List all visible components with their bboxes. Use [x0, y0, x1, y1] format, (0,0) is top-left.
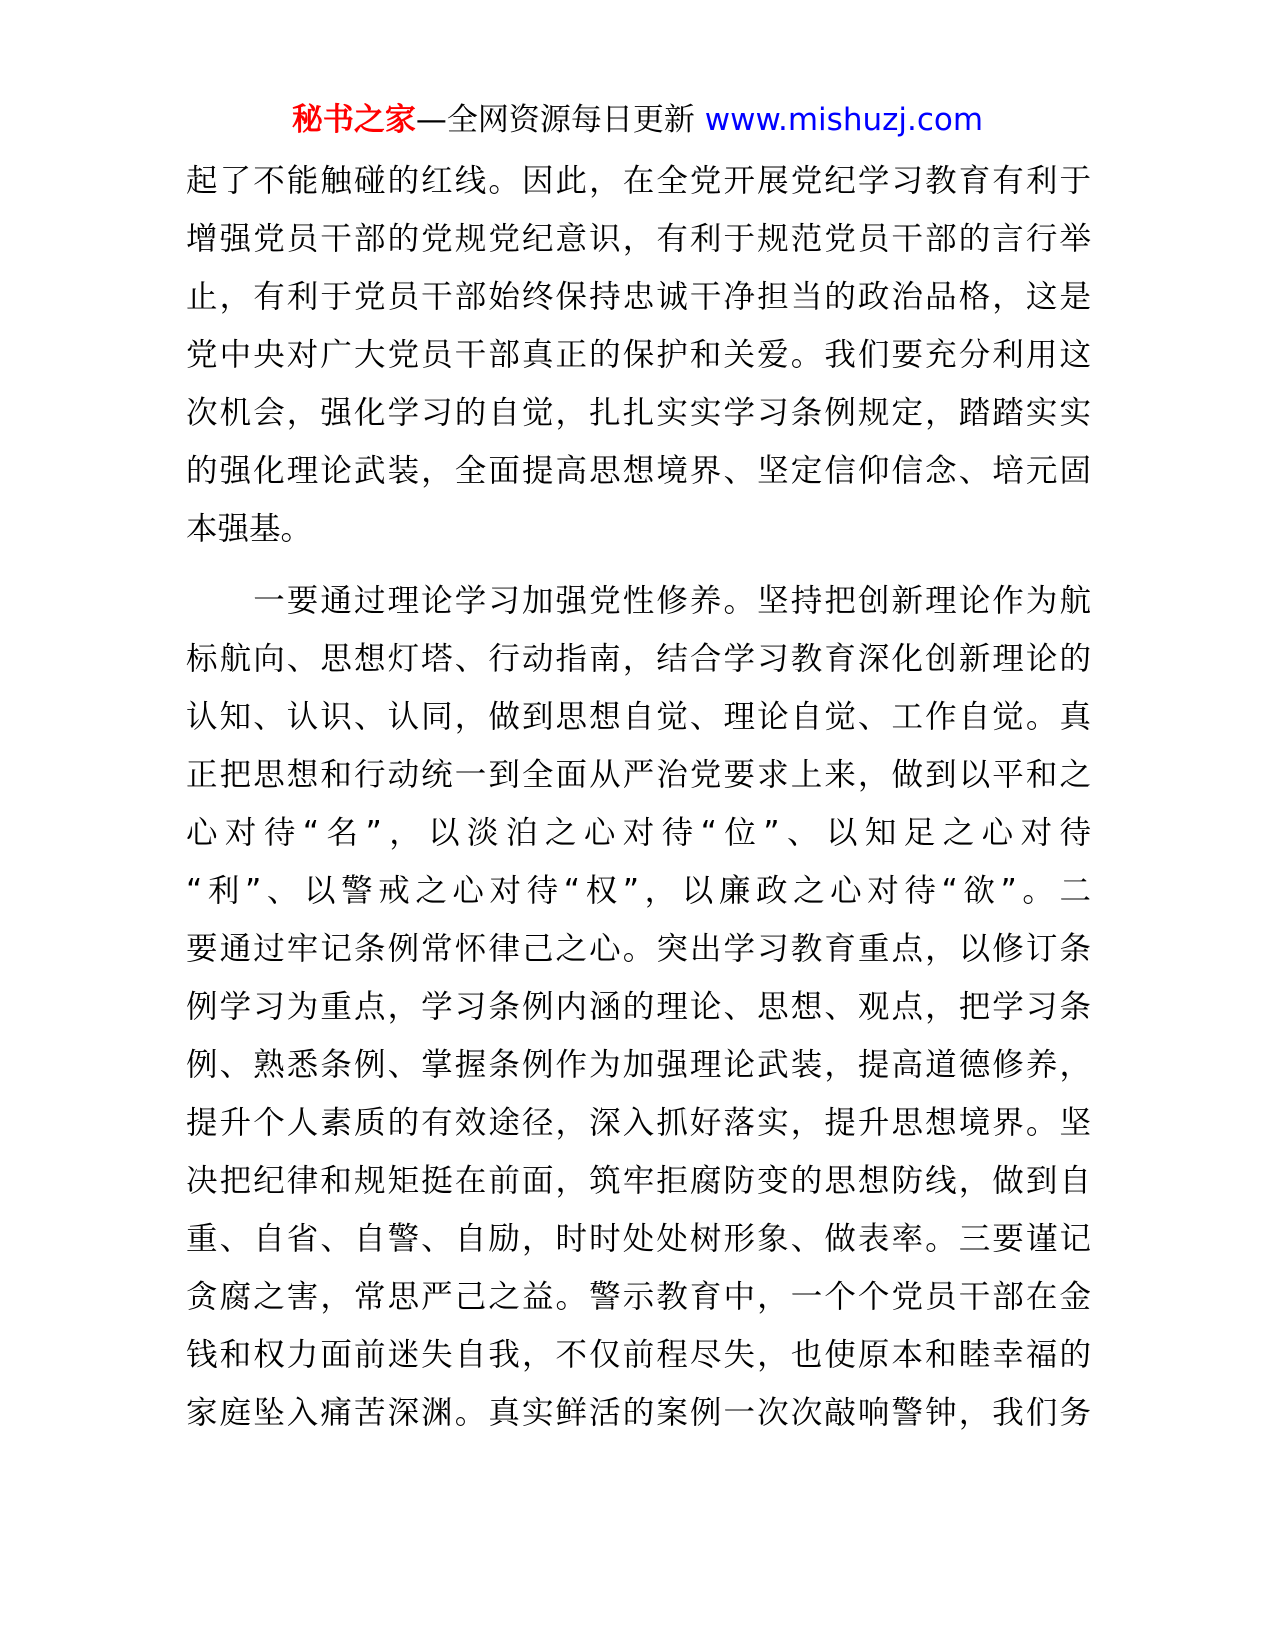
text-line: 标航向、思想灯塔、行动指南，结合学习教育深化创新理论的 [186, 641, 1091, 677]
text-line: 家庭坠入痛苦深渊。真实鲜活的案例一次次敲响警钟，我们务 [186, 1395, 1091, 1431]
document-body [186, 152, 1091, 1442]
text-line: 要通过牢记条例常怀律己之心。突出学习教育重点，以修订条 [186, 931, 1091, 967]
text-line: 贪腐之害，常思严己之益。警示教育中，一个个党员干部在金 [186, 1279, 1091, 1315]
paragraph-1 [186, 152, 1091, 558]
text-line: 一要通过理论学习加强党性修养。坚持把创新理论作为航 [186, 583, 1091, 619]
text-line: 重、自省、自警、自励，时时处处树形象、做表率。三要谨记 [186, 1221, 1091, 1257]
site-brand: 秘书之家 [291, 102, 416, 138]
site-tagline: —全网资源每日更新 [415, 102, 695, 138]
text-line: “利”、以警戒之心对待“权”，以廉政之心对待“欲”。二 [186, 873, 1091, 909]
text-line: 钱和权力面前迷失自我，不仅前程尽失，也使原本和睦幸福的 [186, 1337, 1091, 1373]
text-line: 本强基。 [186, 511, 313, 547]
text-line: 决把纪律和规矩挺在前面，筑牢拒腐防变的思想防线，做到自 [186, 1163, 1091, 1199]
paragraph-2 [186, 572, 1091, 1442]
text-line: 增强党员干部的党规党纪意识，有利于规范党员干部的言行举 [186, 221, 1091, 257]
text-line: 认知、认识、认同，做到思想自觉、理论自觉、工作自觉。真 [186, 699, 1091, 735]
text-line: 例学习为重点，学习条例内涵的理论、思想、观点，把学习条 [186, 989, 1091, 1025]
site-url-link[interactable]: www.mishuzj.com [704, 102, 984, 138]
text-line: 止，有利于党员干部始终保持忠诚干净担当的政治品格，这是 [186, 279, 1091, 315]
text-line: 心对待“名”，以淡泊之心对待“位”、以知足之心对待 [186, 815, 1091, 851]
text-line: 正把思想和行动统一到全面从严治党要求上来，做到以平和之 [186, 757, 1091, 793]
page-header [0, 98, 1275, 142]
text-line: 例、熟悉条例、掌握条例作为加强理论武装，提高道德修养， [186, 1047, 1091, 1083]
text-line: 提升个人素质的有效途径，深入抓好落实，提升思想境界。坚 [186, 1105, 1091, 1141]
text-line: 起了不能触碰的红线。因此，在全党开展党纪学习教育有利于 [186, 163, 1091, 199]
text-line: 的强化理论武装，全面提高思想境界、坚定信仰信念、培元固 [186, 453, 1091, 489]
text-line: 党中央对广大党员干部真正的保护和关爱。我们要充分利用这 [186, 337, 1091, 373]
text-line: 次机会，强化学习的自觉，扎扎实实学习条例规定，踏踏实实 [186, 395, 1091, 431]
